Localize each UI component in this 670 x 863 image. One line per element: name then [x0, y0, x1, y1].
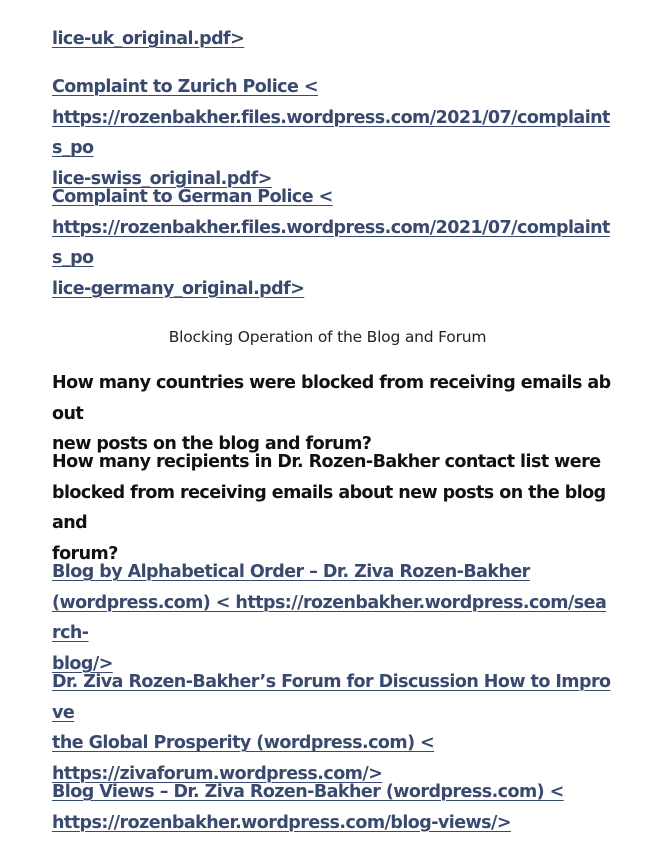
forum-link-line-2[interactable]: the Global Prosperity (wordpress.com) < — [52, 733, 435, 754]
blog-alpha-link-line-1[interactable]: Blog by Alphabetical Order – Dr. Ziva Rozen-Bakher — [52, 562, 530, 582]
blog-views-block — [52, 777, 612, 838]
blog-views-link-line-1[interactable]: Blog Views – Dr. Ziva Rozen-Bakher (wordpress.com) < — [52, 782, 564, 802]
question-recipients — [52, 447, 612, 569]
question-recipients-line-2: blocked from receiving emails about new posts on the blog and — [52, 482, 606, 534]
german-complaint-link-line-3[interactable]: lice-germany_original.pdf> — [52, 278, 305, 299]
forum-link-line-1[interactable]: Dr. Ziva Rozen-Bakher’s Forum for Discussion How to Improve — [52, 672, 611, 723]
zurich-complaint-link-line-3[interactable]: lice-swiss_original.pdf> — [52, 168, 272, 189]
uk-complaint-link[interactable]: lice-uk_original.pdf> — [52, 29, 245, 49]
question-countries-line-2: new posts on the blog and forum? — [52, 434, 372, 455]
zurich-complaint-link-line-1[interactable]: Complaint to Zurich Police < — [52, 77, 318, 97]
blog-alphabetical-order — [52, 557, 612, 679]
question-recipients-line-1: How many recipients in Dr. Rozen-Bakher contact list were — [52, 452, 601, 472]
blog-alpha-link-line-2[interactable]: (wordpress.com) < https://rozenbakher.wordpress.com/search- — [52, 592, 607, 644]
question-countries — [52, 368, 612, 460]
section-heading: Blocking Operation of the Blog and Forum — [168, 328, 487, 346]
blog-alpha-link-line-3[interactable]: blog/> — [52, 653, 113, 674]
question-recipients-line-3: forum? — [52, 543, 118, 564]
german-complaint-link-line-1[interactable]: Complaint to German Police < — [52, 187, 333, 207]
blog-views-link-line-2[interactable]: https://rozenbakher.wordpress.com/blog-views/> — [52, 812, 511, 833]
forum-link-block — [52, 667, 612, 789]
forum-link-line-3[interactable]: https://zivaforum.wordpress.com/> — [52, 763, 383, 784]
german-complaint-link-line-2[interactable]: https://rozenbakher.files.wordpress.com/2021/07/complaints_po — [52, 217, 610, 269]
question-countries-line-1: How many countries were blocked from receiving emails about — [52, 373, 611, 424]
german-police-complaint — [52, 182, 612, 304]
zurich-police-complaint — [52, 72, 612, 194]
uk-police-complaint-tail — [52, 24, 612, 55]
zurich-complaint-link-line-2[interactable]: https://rozenbakher.files.wordpress.com/2021/07/complaints_po — [52, 107, 610, 159]
